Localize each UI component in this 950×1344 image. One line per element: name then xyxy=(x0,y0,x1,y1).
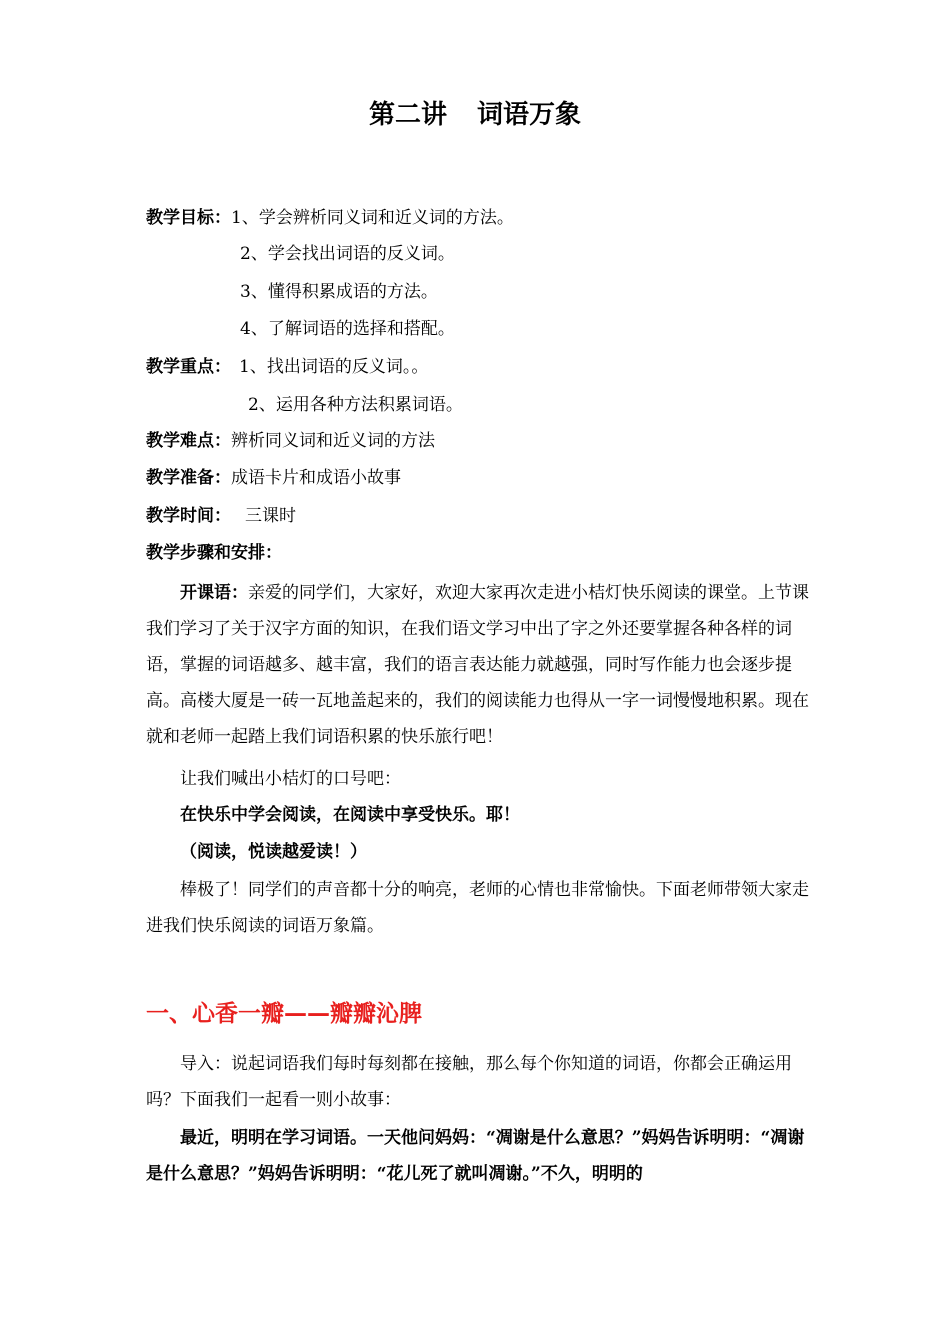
difficulty-label: 教学难点： xyxy=(146,431,231,451)
objective-item: 3、懂得积累成语的方法。 xyxy=(240,282,438,302)
story-paragraph: 最近，明明在学习词语。一天他问妈妈：“凋谢是什么意思？”妈妈告诉明明：“凋谢是什么意思？”妈妈告诉明明：“花儿死了就叫凋谢。”不久，明明的 xyxy=(146,1128,805,1184)
section-intro: 导入：说起词语我们每时每刻都在接触，那么每个你知道的词语，你都会正确运用吗？下面我们一起看一则小故事： xyxy=(146,1054,792,1110)
opening-text: 亲爱的同学们，大家好，欢迎大家再次走进小桔灯快乐阅读的课堂。上节课我们学习了关于汉字方面的知识，在我们语文学习中出了字之外还要掌握各种各样的词语，掌握的词语越多、越丰富，我们的语言表达能力就越强，同时写作能力也会逐步提高。高楼大厦是一砖一瓦地盖起来的，我们的阅读能力也得从一字一词慢慢地积累。现在就和老师一起踏上我们词语积累的快乐旅行吧！ xyxy=(146,583,809,747)
objective-item: 1、学会辨析同义词和近义词的方法。 xyxy=(231,208,514,228)
objective-item: 4、了解词语的选择和搭配。 xyxy=(240,319,455,339)
title-part1: 第二讲 xyxy=(368,100,447,130)
objectives-label: 教学目标： xyxy=(146,208,231,228)
time-row xyxy=(146,505,296,527)
key-points-label: 教学重点： xyxy=(146,357,231,377)
preparation-row xyxy=(146,467,401,489)
opening-paragraph xyxy=(146,575,810,755)
praise-paragraph: 棒极了！同学们的声音都十分的响亮，老师的心情也非常愉快。下面老师带领大家走进我们快乐阅读的词语万象篇。 xyxy=(146,880,809,936)
slogan-intro: 让我们喊出小桔灯的口号吧： xyxy=(180,769,401,789)
preparation-text: 成语卡片和成语小故事 xyxy=(231,468,401,488)
difficulty-text: 辨析同义词和近义词的方法 xyxy=(231,431,435,451)
opening-label: 开课语： xyxy=(180,583,248,603)
preparation-label: 教学准备： xyxy=(146,468,231,488)
page-title xyxy=(0,98,950,132)
title-part2: 词语万象 xyxy=(477,100,582,130)
slogan-line-2: （阅读，悦读越爱读！） xyxy=(180,842,367,862)
key-points-row-1 xyxy=(146,356,428,378)
difficulty-row xyxy=(146,430,435,452)
time-text: 三课时 xyxy=(245,506,296,526)
section-heading: 一、心香一瓣——瓣瓣沁脾 xyxy=(146,1001,422,1027)
steps-label: 教学步骤和安排： xyxy=(146,543,282,563)
slogan-line-1: 在快乐中学会阅读，在阅读中享受快乐。耶！ xyxy=(180,805,520,825)
time-label: 教学时间： xyxy=(146,506,231,526)
key-point-item: 2、运用各种方法积累词语。 xyxy=(248,395,463,415)
objectives-row-1 xyxy=(146,207,514,229)
key-point-item: 1、找出词语的反义词。。 xyxy=(239,357,429,377)
objective-item: 2、学会找出词语的反义词。 xyxy=(240,244,455,264)
